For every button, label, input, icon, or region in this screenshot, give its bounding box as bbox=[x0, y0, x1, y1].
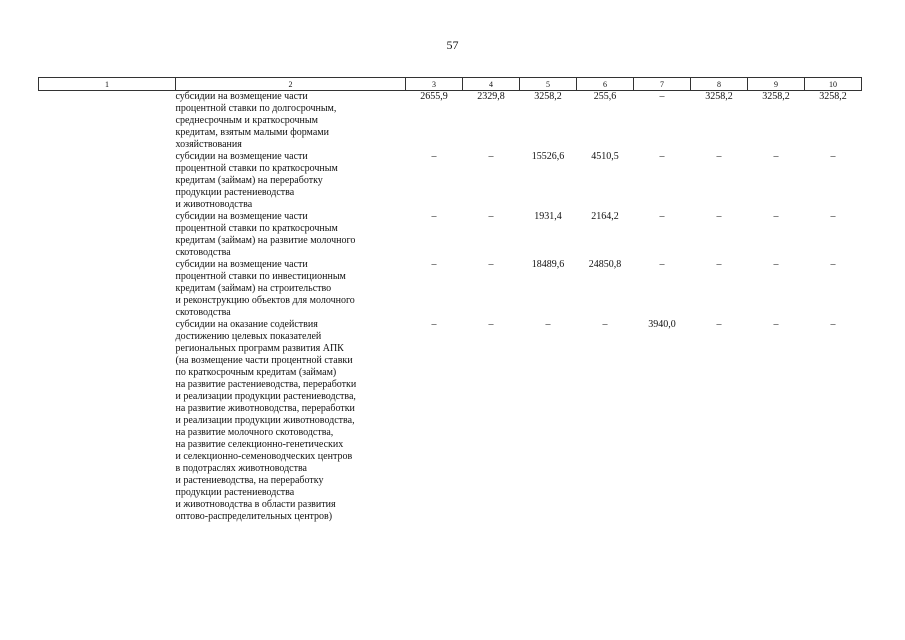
value-cell: 15526,6 bbox=[531, 151, 565, 162]
column-header-10: 10 bbox=[805, 78, 862, 91]
value-cell: 2655,9 bbox=[420, 91, 448, 102]
column-header-8: 8 bbox=[691, 78, 748, 91]
value-cell: – bbox=[716, 259, 722, 270]
row-description: субсидии на возмещение части процентной ставки по краткосрочным кредитам (займам) на развитие молочного скотоводства bbox=[175, 211, 356, 258]
value-cell: – bbox=[659, 151, 665, 162]
value-cell: 1931,4 bbox=[534, 211, 562, 222]
value-cell: 3940,0 bbox=[648, 319, 676, 330]
row-description: субсидии на оказание содействия достижению целевых показателей региональных программ развития АПК (на возмещение части процентной ставки по краткосрочным кредитам (займам) на развитие растениеводства, переработки и реализации продукции растениеводства, на развитие животноводства, переработки и реализации продукции животноводства, на развитие молочного скотоводства, на развитие селекционно-генетических и селекционно-семеноводческих центров в подотраслях животноводства и растениеводства, на переработку продукции растениеводства и животноводства в области развития оптово-распределительных центров) bbox=[175, 319, 357, 522]
value-cell: – bbox=[488, 259, 494, 270]
row-index-cell bbox=[39, 91, 176, 152]
value-cell: – bbox=[716, 319, 722, 330]
value-cell: 2329,8 bbox=[477, 91, 505, 102]
row-index-cell bbox=[39, 211, 176, 259]
column-header-4: 4 bbox=[463, 78, 520, 91]
value-cell: 2164,2 bbox=[591, 211, 619, 222]
value-cell: 3258,2 bbox=[705, 91, 733, 102]
table-row bbox=[39, 211, 862, 259]
value-cell: – bbox=[716, 151, 722, 162]
table-row bbox=[39, 151, 862, 211]
table-row bbox=[39, 259, 862, 319]
table-header-row bbox=[39, 78, 862, 91]
row-index-cell bbox=[39, 151, 176, 211]
row-index-cell bbox=[39, 319, 176, 523]
value-cell: 4510,5 bbox=[591, 151, 619, 162]
column-header-1: 1 bbox=[39, 78, 176, 91]
value-cell: – bbox=[488, 211, 494, 222]
value-cell: 3258,2 bbox=[534, 91, 562, 102]
value-cell: – bbox=[431, 259, 437, 270]
value-cell: – bbox=[545, 319, 551, 330]
value-cell: – bbox=[659, 259, 665, 270]
value-cell: – bbox=[773, 319, 779, 330]
value-cell: 255,6 bbox=[593, 91, 617, 102]
column-header-6: 6 bbox=[577, 78, 634, 91]
value-cell: – bbox=[830, 211, 836, 222]
value-cell: – bbox=[659, 91, 665, 102]
column-header-3: 3 bbox=[406, 78, 463, 91]
row-description: субсидии на возмещение части процентной ставки по инвестиционным кредитам (займам) на строительство и реконструкцию объектов для молочного скотоводства bbox=[175, 259, 355, 318]
column-header-5: 5 bbox=[520, 78, 577, 91]
table-row bbox=[39, 319, 862, 523]
page-number: 57 bbox=[446, 38, 459, 52]
budget-table bbox=[38, 77, 862, 523]
row-description: субсидии на возмещение части процентной ставки по краткосрочным кредитам (займам) на переработку продукции растениеводства и животноводства bbox=[175, 151, 338, 210]
value-cell: – bbox=[659, 211, 665, 222]
row-index-cell bbox=[39, 259, 176, 319]
column-header-9: 9 bbox=[748, 78, 805, 91]
row-description: субсидии на возмещение части процентной ставки по долгосрочным, среднесрочным и краткосрочным кредитам, взятым малыми формами хозяйствования bbox=[175, 91, 337, 150]
value-cell: – bbox=[431, 151, 437, 162]
value-cell: 24850,8 bbox=[588, 259, 622, 270]
column-header-2: 2 bbox=[176, 78, 406, 91]
value-cell: 3258,2 bbox=[819, 91, 847, 102]
value-cell: – bbox=[773, 151, 779, 162]
value-cell: – bbox=[488, 151, 494, 162]
value-cell: – bbox=[488, 319, 494, 330]
value-cell: – bbox=[716, 211, 722, 222]
value-cell: 18489,6 bbox=[531, 259, 565, 270]
value-cell: – bbox=[830, 259, 836, 270]
column-header-7: 7 bbox=[634, 78, 691, 91]
table-row bbox=[39, 91, 862, 152]
value-cell: – bbox=[602, 319, 608, 330]
value-cell: – bbox=[431, 319, 437, 330]
value-cell: – bbox=[830, 151, 836, 162]
value-cell: – bbox=[431, 211, 437, 222]
value-cell: – bbox=[773, 259, 779, 270]
value-cell: – bbox=[773, 211, 779, 222]
value-cell: 3258,2 bbox=[762, 91, 790, 102]
value-cell: – bbox=[830, 319, 836, 330]
